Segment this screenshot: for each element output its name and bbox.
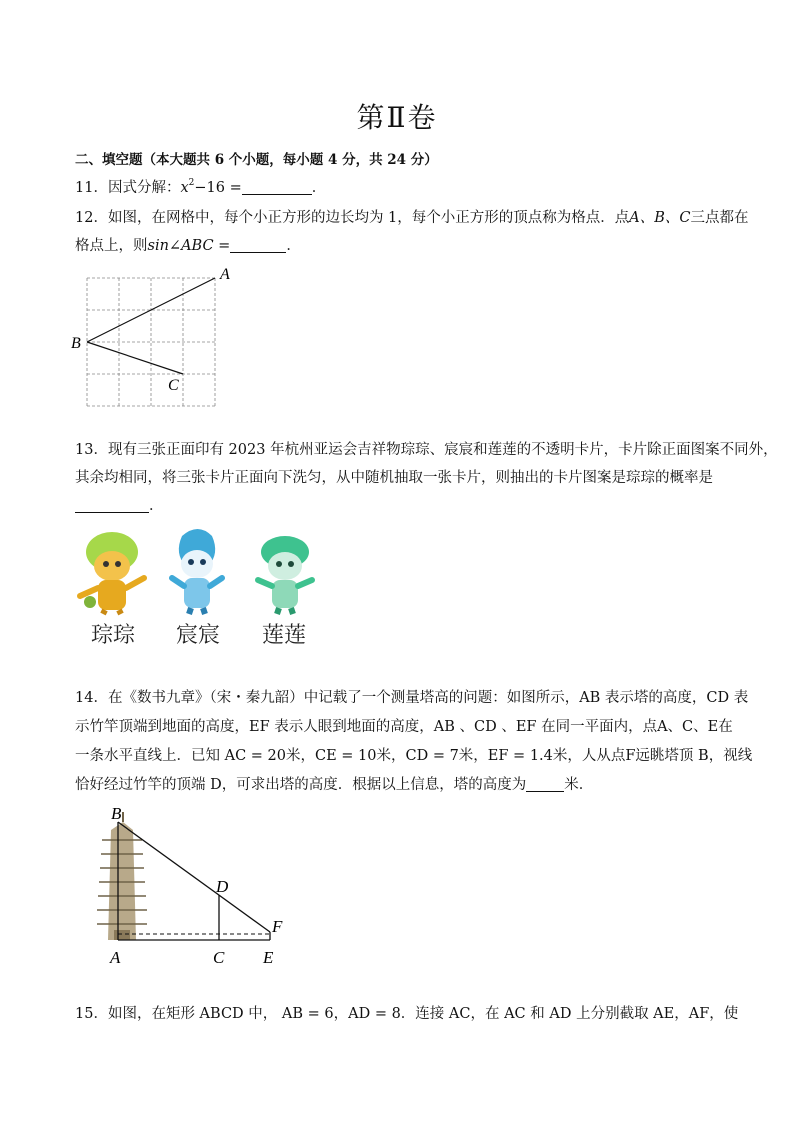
q12-text-end: 三点都在 bbox=[690, 210, 749, 226]
q11-expr-rest: −16 = bbox=[194, 180, 242, 196]
label-b: B bbox=[111, 804, 122, 823]
question-13-line3 bbox=[75, 496, 725, 516]
q14-line4-lead: 恰好经过竹竿的顶端 D，可求出塔的高度．根据以上信息，塔的高度为 bbox=[75, 777, 527, 793]
q12-text: 12．如图，在网格中，每个小正方形的边长均为 1，每个小正方形的顶点称为格点．点 bbox=[75, 210, 630, 226]
question-12-line2 bbox=[75, 236, 725, 256]
mascot-figure bbox=[70, 522, 330, 652]
label-c: C bbox=[168, 377, 179, 394]
q13-end: ． bbox=[149, 498, 164, 514]
q11-expr-exp: 2 bbox=[188, 178, 195, 188]
q12-points: A、B、C bbox=[629, 210, 691, 226]
question-14-line4 bbox=[75, 775, 725, 795]
q11-answer-blank[interactable] bbox=[242, 180, 312, 195]
question-11 bbox=[75, 178, 725, 198]
q11-end: ． bbox=[311, 180, 327, 196]
label-f: F bbox=[272, 917, 283, 936]
q11-lead: 11．因式分解： bbox=[75, 180, 181, 196]
mascot-lianlian bbox=[258, 536, 312, 614]
q14-answer-blank[interactable] bbox=[526, 777, 564, 792]
q12-line2-lead: 格点上，则 bbox=[75, 238, 148, 254]
segment-ba bbox=[87, 278, 215, 342]
label-d: D bbox=[216, 877, 229, 896]
q12-line2-end: ． bbox=[286, 238, 301, 254]
pagoda-image bbox=[97, 812, 147, 940]
grid-lines bbox=[87, 278, 215, 406]
sight-line-bf bbox=[118, 822, 270, 932]
q14-line4-end: 米． bbox=[564, 777, 594, 793]
q11-expr-base: x bbox=[180, 180, 189, 196]
label-a: A bbox=[220, 266, 230, 283]
label-c: C bbox=[213, 948, 225, 967]
mascot-label-lianlian: 莲莲 bbox=[262, 623, 307, 648]
label-e: E bbox=[263, 948, 274, 967]
label-b: B bbox=[71, 335, 81, 352]
tower-figure bbox=[90, 800, 300, 975]
q12-answer-blank[interactable] bbox=[230, 238, 286, 253]
section-heading: 二、填空题（本大题共 6 个小题，每小题 4 分，共 24 分） bbox=[75, 152, 438, 168]
question-13-line2: 其余均相同，将三张卡片正面向下洗匀，从中随机抽取一张卡片，则抽出的卡片图案是琮琮的概率是 bbox=[75, 470, 713, 486]
mascot-chenchen bbox=[172, 529, 222, 614]
q12-expr: sin∠ABC = bbox=[147, 238, 231, 254]
grid-figure bbox=[66, 262, 246, 412]
question-15-line1: 15．如图，在矩形 ABCD 中， AB = 6，AD = 8．连接 AC，在 AC 和 AD 上分别截取 AE，AF，使 bbox=[75, 1006, 739, 1022]
question-14-line2: 示竹竿顶端到地面的高度，EF 表示人眼到地面的高度，AB 、CD 、EF 在同一平面内，点A、C、E在 bbox=[75, 719, 733, 735]
question-12-line1 bbox=[75, 208, 749, 228]
question-14-line3: 一条水平直线上．已知 AC = 20米，CE = 10米，CD = 7米，EF = 1.4米，人从点F远眺塔顶 B，视线 bbox=[75, 748, 753, 764]
page-title: 第Ⅱ卷 bbox=[356, 101, 438, 134]
segment-bc bbox=[87, 342, 183, 374]
mascot-label-zongzong: 琮琮 bbox=[91, 623, 136, 648]
label-a: A bbox=[110, 948, 121, 967]
mascot-label-chenchen: 宸宸 bbox=[176, 623, 221, 648]
question-13-line1: 13．现有三张正面印有 2023 年杭州亚运会吉祥物琮琮、宸宸和莲莲的不透明卡片，卡片除正面图案不同外， bbox=[75, 442, 778, 458]
q13-answer-blank[interactable] bbox=[75, 498, 149, 513]
mascot-zongzong bbox=[80, 532, 144, 614]
question-14-line1: 14．在《数书九章》（宋・秦九韶）中记载了一个测量塔高的问题：如图所示，AB 表示塔的高度，CD 表 bbox=[75, 690, 749, 706]
